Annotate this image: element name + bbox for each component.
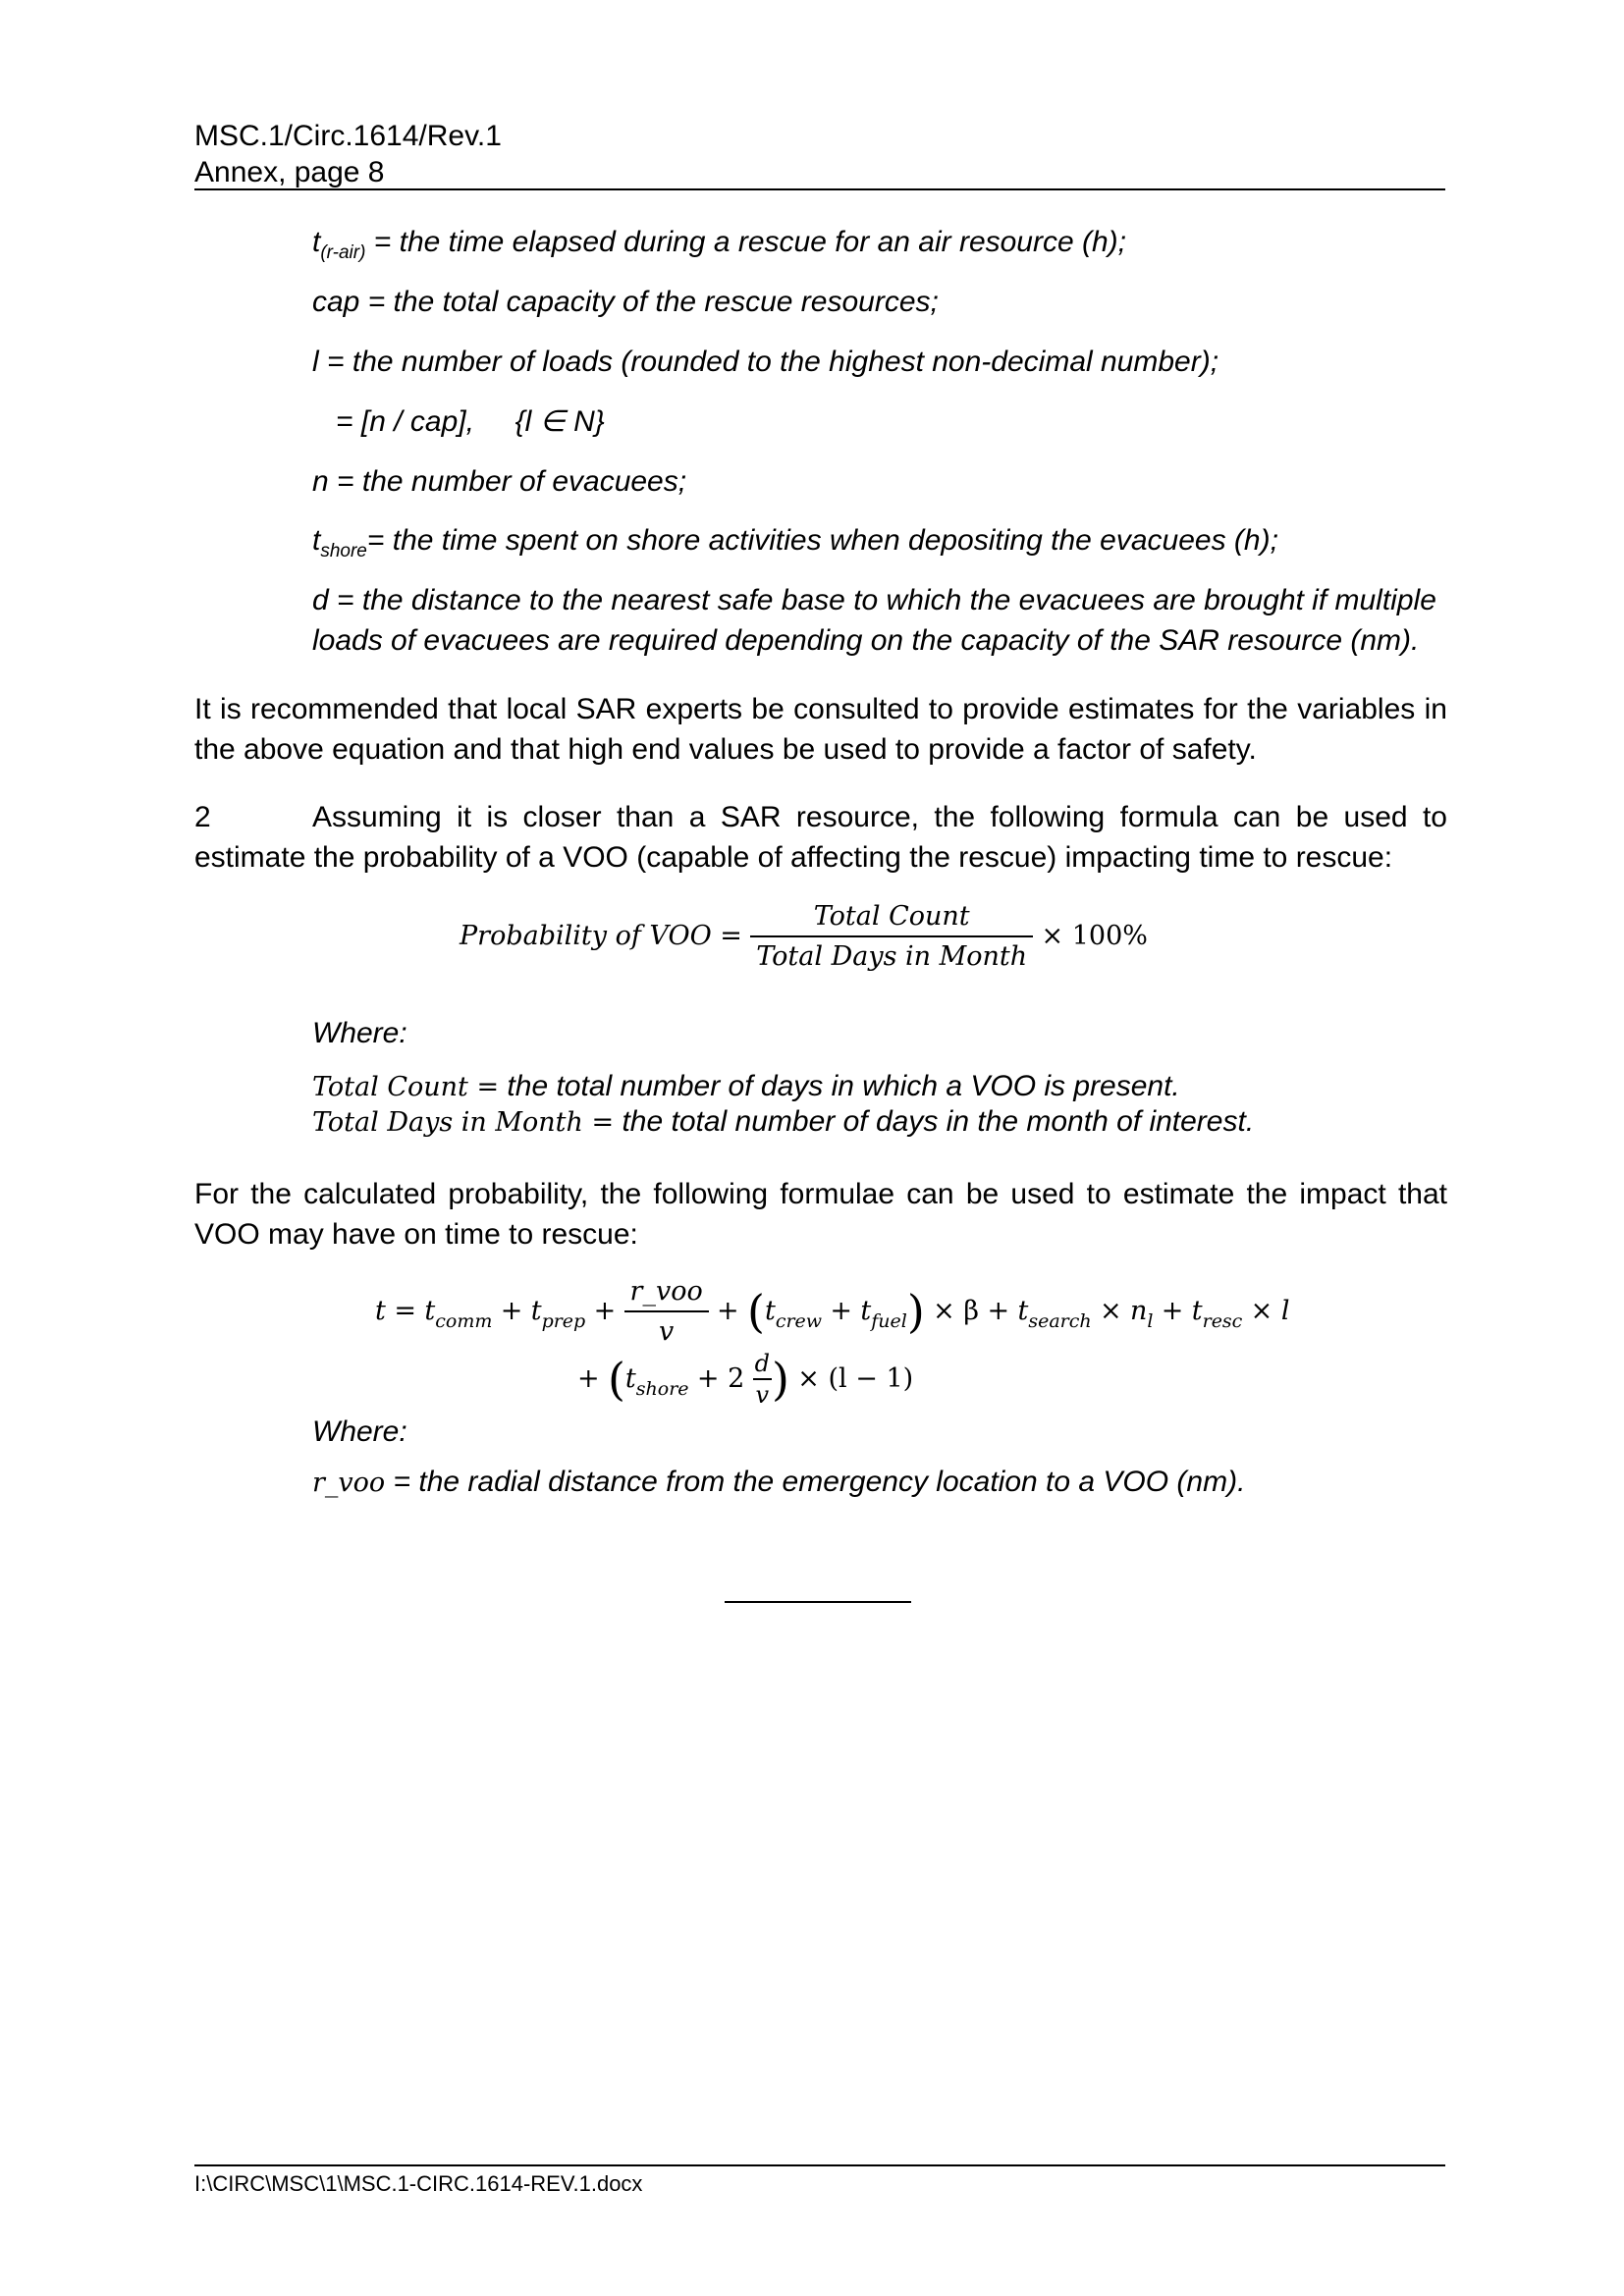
total-count-definition bbox=[312, 1069, 1447, 1104]
page-header bbox=[194, 118, 502, 190]
fraction-numerator: Total Count bbox=[750, 901, 1033, 937]
definition-t-r-air bbox=[312, 222, 1447, 262]
total-count-text: the total number of days in which a VOO is present. bbox=[499, 1070, 1180, 1102]
t-shore-symbol: t bbox=[312, 524, 321, 557]
sub-crew: crew bbox=[775, 1309, 823, 1332]
definition-l-formula: = [n / cap], {l ∈ N} bbox=[336, 405, 605, 438]
sub-fuel: fuel bbox=[871, 1309, 907, 1332]
l-term: × l bbox=[1250, 1295, 1290, 1326]
probability-formula bbox=[460, 901, 1148, 972]
rvoo-definition bbox=[312, 1462, 1447, 1503]
paragraph-calculated-probability: For the calculated probability, the following formulae can be used to estimate the impact that VOO may have on time to rescue: bbox=[194, 1178, 1447, 1251]
beta-term: × β + bbox=[933, 1295, 1010, 1326]
header-rule bbox=[194, 188, 1445, 190]
rvoo-over-v bbox=[624, 1276, 709, 1347]
sub-nl: l bbox=[1147, 1309, 1154, 1332]
sub-prep: prep bbox=[541, 1309, 586, 1332]
d-over-v bbox=[753, 1350, 772, 1409]
rvoo-symbol: r_voo bbox=[312, 1468, 386, 1498]
t-shore-subscript: shore bbox=[320, 541, 367, 561]
time-formula-line2: + ($t_{shore} + 2$ $\frac{d}{v}$ ) × (l − 1) bbox=[577, 1350, 914, 1409]
t-subscript: (r-air) bbox=[320, 242, 366, 263]
footer-rule bbox=[194, 2164, 1445, 2166]
t-lhs: t = bbox=[375, 1295, 417, 1326]
fraction-denominator: Total Days in Month bbox=[756, 941, 1028, 972]
probability-lhs: Probability of VOO = bbox=[460, 920, 742, 951]
paragraph-recommendation: It is recommended that local SAR experts be consulted to provide estimates for the variables in the above equation and that high end values be used to provide a factor of safety. bbox=[194, 693, 1447, 766]
end-of-annex-rule bbox=[725, 1601, 911, 1603]
v-denominator-2: v bbox=[755, 1381, 770, 1409]
page-number: Annex, page 8 bbox=[194, 156, 385, 188]
t-shore-text: = the time spent on shore activities when depositing the evacuees (h); bbox=[366, 524, 1278, 557]
v-denominator: v bbox=[658, 1316, 675, 1347]
paragraph-number: 2 bbox=[194, 801, 211, 833]
paragraph-2-text: Assuming it is closer than a SAR resource, the following formula can be used to estimate the probability of a VOO (capable of affecting the rescue) impacting time to rescue: bbox=[194, 801, 1447, 874]
time-formula-line1: $t = t_{comm} + t_{prep}$ + $\frac{\text{r\_voo}}{v}$ + $(t_{crew} + t_{fuel}) \times \beta + t_{search} \times n_l + t_{resc} \times l$ bbox=[375, 1276, 1290, 1347]
definition-d-line1: d = the distance to the nearest safe base to which the evacuees are brought if multiple bbox=[312, 584, 1436, 616]
total-days-symbol: Total Days in Month = bbox=[312, 1107, 615, 1138]
paragraph-2 bbox=[194, 797, 1447, 878]
definition-d bbox=[312, 580, 1447, 661]
sub-search: search bbox=[1028, 1309, 1092, 1332]
definition-l: l = the number of loads (rounded to the highest non-decimal number); bbox=[312, 346, 1219, 378]
d-numerator: d bbox=[753, 1350, 772, 1380]
where-label-1: Where: bbox=[312, 1017, 407, 1049]
definition-cap: cap = the total capacity of the rescue resources; bbox=[312, 286, 939, 318]
t-symbol: t bbox=[312, 226, 321, 258]
rvoo-text: = the radial distance from the emergency location to a VOO (nm). bbox=[385, 1466, 1246, 1498]
t-r-air-text: = the time elapsed during a rescue for an air resource (h); bbox=[365, 226, 1127, 258]
probability-fraction bbox=[750, 901, 1033, 972]
where-definitions-1 bbox=[312, 1069, 1447, 1140]
total-count-symbol: Total Count = bbox=[312, 1072, 500, 1102]
sub-shore: shore bbox=[635, 1377, 689, 1400]
l-minus-one: × (l − 1) bbox=[797, 1362, 914, 1394]
sub-comm: comm bbox=[435, 1309, 493, 1332]
rvoo-numerator: r_voo bbox=[624, 1276, 709, 1312]
total-days-definition bbox=[312, 1104, 1447, 1140]
total-days-text: the total number of days in the month of interest. bbox=[614, 1105, 1255, 1138]
document-reference: MSC.1/Circ.1614/Rev.1 bbox=[194, 120, 502, 152]
definition-t-shore bbox=[312, 520, 1447, 561]
footer-file-path: I:\CIRC\MSC\1\MSC.1-CIRC.1614-REV.1.docx bbox=[194, 2171, 643, 2196]
probability-tail: × 100% bbox=[1041, 920, 1148, 951]
definition-n: n = the number of evacuees; bbox=[312, 465, 687, 498]
where-label-2: Where: bbox=[312, 1415, 407, 1448]
sub-resc: resc bbox=[1202, 1309, 1243, 1332]
definition-d-line2: loads of evacuees are required depending on the capacity of the SAR resource (nm). bbox=[312, 624, 1420, 657]
